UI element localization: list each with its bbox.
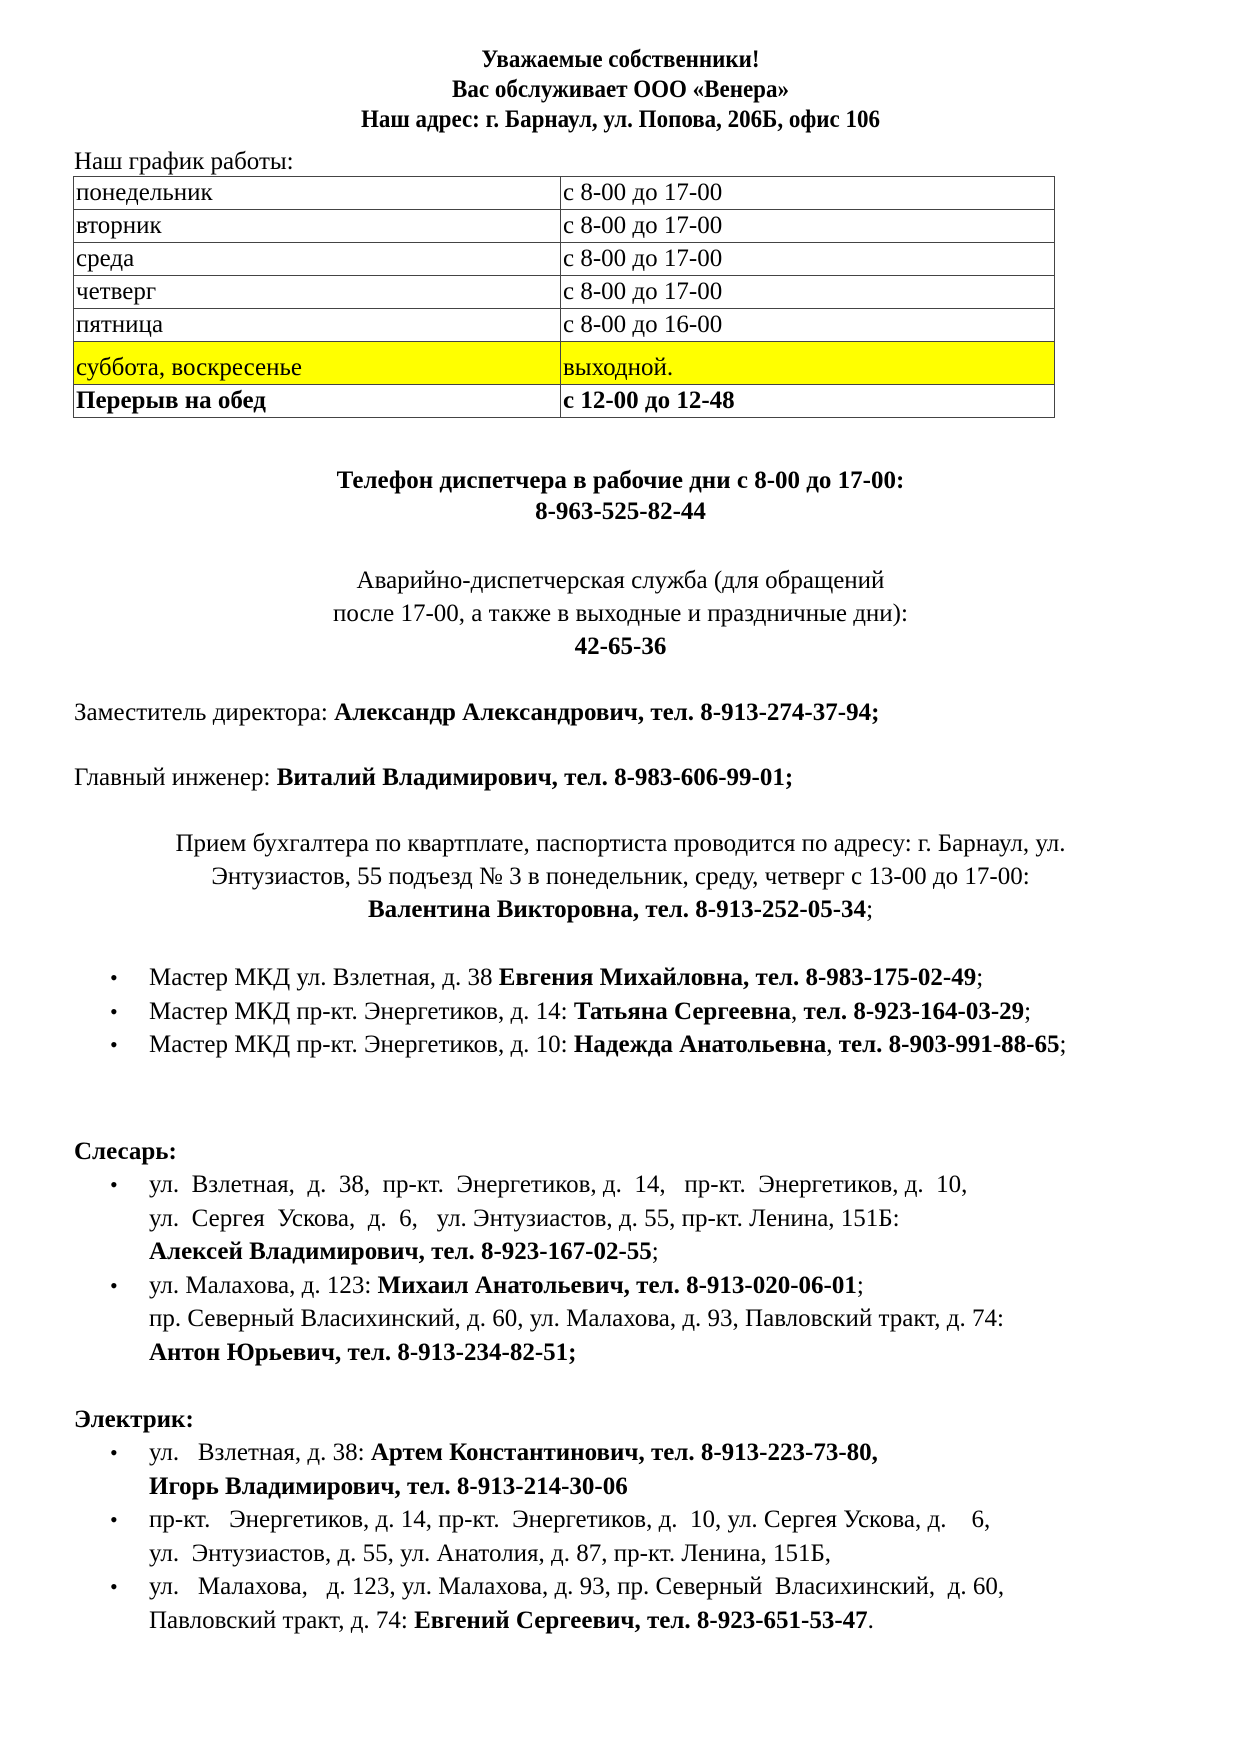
- electrician-address-line-2: ул. Энтузиастов, д. 55, ул. Анатолия, д. 87, пр-кт. Ленина, 151Б,: [149, 1539, 832, 1567]
- schedule-row-lunch: [74, 385, 1055, 418]
- accountant-contact: Валентина Викторовна, тел. 8-913-252-05-34: [367, 896, 867, 923]
- dispatcher-phone: 8-963-525-82-44: [535, 498, 706, 525]
- company-heading: Вас обслуживает ООО «Венера»: [452, 76, 789, 103]
- schedule-day: пятница: [74, 309, 561, 342]
- electrician-suffix: .: [867, 1606, 874, 1634]
- master-place: Мастер МКД пр-кт. Энергетиков, д. 10:: [149, 1031, 574, 1058]
- plumber-suffix: ;: [651, 1238, 659, 1265]
- deputy-role: Заместитель директора:: [74, 699, 335, 726]
- bullet-icon: •: [110, 1507, 118, 1532]
- plumber-place: ул. Малахова, д. 123:: [149, 1271, 378, 1299]
- list-item: [74, 1028, 1194, 1062]
- master-place: Мастер МКД пр-кт. Энергетиков, д. 14:: [149, 997, 574, 1025]
- schedule-title: Наш график работы:: [74, 148, 294, 175]
- list-item: [74, 1570, 1194, 1637]
- plumber-suffix: ;: [856, 1271, 864, 1299]
- electrician-place: Павловский тракт, д. 74:: [149, 1606, 415, 1634]
- master-suffix: ;: [1024, 997, 1032, 1025]
- master-phone: тел. 8-903-991-88-65: [838, 1031, 1060, 1058]
- schedule-row: [74, 210, 1055, 243]
- schedule-row: [74, 276, 1055, 309]
- master-contact: Татьяна Сергеевна: [573, 997, 791, 1025]
- electrician-address-line-1: пр-кт. Энергетиков, д. 14, пр-кт. Энергетиков, д. 10, ул. Сергея Ускова, д. 6,: [149, 1506, 991, 1533]
- schedule-hours: с 8-00 до 17-00: [561, 177, 1055, 210]
- bullet-icon: •: [110, 998, 118, 1024]
- bullet-icon: •: [110, 1440, 118, 1465]
- schedule-hours: выходной.: [561, 342, 1055, 385]
- schedule-day: Перерыв на обед: [74, 385, 561, 418]
- plumber-contact: Алексей Владимирович, тел. 8-923-167-02-55: [149, 1238, 652, 1265]
- bullet-icon: •: [110, 1574, 118, 1599]
- chief-engineer: [74, 762, 793, 793]
- list-item: [74, 961, 1194, 995]
- schedule-row-weekend: [74, 342, 1055, 385]
- plumber-address-line: пр. Северный Власихинский, д. 60, ул. Малахова, д. 93, Павловский тракт, д. 74:: [149, 1305, 1004, 1332]
- master-contact: Надежда Анатольевна: [573, 1031, 827, 1058]
- plumber-list: [74, 1168, 1194, 1369]
- list-item: [74, 995, 1194, 1029]
- accountant-line-2: Энтузиастов, 55 подъезд № 3 в понедельник, среду, четверг с 13-00 до 17-00:: [211, 863, 1030, 890]
- master-sep: ,: [826, 1031, 839, 1058]
- bullet-icon: •: [110, 1032, 118, 1057]
- master-phone: тел. 8-923-164-03-29: [803, 997, 1025, 1025]
- schedule-day: среда: [74, 243, 561, 276]
- schedule-hours: с 8-00 до 17-00: [561, 210, 1055, 243]
- list-item: [74, 1168, 1194, 1269]
- greeting-heading: Уважаемые собственники!: [481, 46, 760, 73]
- master-suffix: ;: [1059, 1031, 1067, 1058]
- schedule-hours: с 12-00 до 12-48: [561, 385, 1055, 418]
- engineer-contact: Виталий Владимирович, тел. 8-983-606-99-01;: [276, 764, 794, 791]
- bullet-icon: •: [110, 965, 118, 990]
- plumber-contact-2: Антон Юрьевич, тел. 8-913-234-82-51;: [149, 1338, 577, 1366]
- plumber-heading: Слесарь:: [74, 1138, 177, 1165]
- bullet-icon: •: [110, 1172, 118, 1197]
- schedule-day: четверг: [74, 276, 561, 309]
- dispatcher-label: Телефон диспетчера в рабочие дни с 8-00 до 17-00:: [336, 467, 905, 494]
- schedule-hours: с 8-00 до 17-00: [561, 276, 1055, 309]
- plumber-contact: Михаил Анатольевич, тел. 8-913-020-06-01: [377, 1271, 857, 1299]
- accountant-suffix: ;: [866, 896, 874, 923]
- masters-list: [74, 961, 1194, 1062]
- schedule-table: [73, 176, 1055, 418]
- schedule-row: [74, 243, 1055, 276]
- electrician-contact: Евгений Сергеевич, тел. 8-923-651-53-47: [414, 1606, 868, 1634]
- master-suffix: ;: [976, 964, 984, 991]
- electrician-place: ул. Взлетная, д. 38:: [149, 1439, 371, 1466]
- master-place: Мастер МКД ул. Взлетная, д. 38: [149, 964, 499, 991]
- list-item: [74, 1503, 1194, 1570]
- electrician-contact-2: Игорь Владимирович, тел. 8-913-214-30-06: [149, 1472, 628, 1500]
- electrician-list: [74, 1436, 1194, 1637]
- schedule-hours: с 8-00 до 17-00: [561, 243, 1055, 276]
- electrician-contact: Артем Константинович, тел. 8-913-223-73-80,: [370, 1439, 878, 1466]
- schedule-row: [74, 309, 1055, 342]
- list-item: [74, 1436, 1194, 1503]
- schedule-row: [74, 177, 1055, 210]
- bullet-icon: •: [110, 1272, 118, 1298]
- deputy-director: [74, 697, 879, 728]
- accountant-line-1: Прием бухгалтера по квартплате, паспортиста проводится по адресу: г. Барнаул, ул.: [175, 830, 1066, 857]
- schedule-day: суббота, воскресенье: [74, 342, 561, 385]
- schedule-hours: с 8-00 до 16-00: [561, 309, 1055, 342]
- master-contact: Евгения Михайловна, тел. 8-983-175-02-49: [498, 964, 977, 991]
- engineer-role: Главный инженер:: [74, 764, 277, 791]
- list-item: [74, 1269, 1194, 1370]
- plumber-address-line-1: ул. Взлетная, д. 38, пр-кт. Энергетиков, д. 14, пр-кт. Энергетиков, д. 10,: [149, 1171, 968, 1198]
- emergency-line-2: после 17-00, а также в выходные и праздничные дни):: [333, 600, 908, 627]
- deputy-contact: Александр Александрович, тел. 8-913-274-37-94;: [334, 699, 880, 726]
- emergency-line-1: Аварийно-диспетчерская служба (для обращений: [356, 567, 885, 594]
- plumber-address-line-2: ул. Сергея Ускова, д. 6, ул. Энтузиастов, д. 55, пр-кт. Ленина, 151Б:: [149, 1204, 900, 1232]
- master-sep: ,: [790, 997, 804, 1025]
- schedule-day: вторник: [74, 210, 561, 243]
- electrician-address-line-1: ул. Малахова, д. 123, ул. Малахова, д. 93, пр. Северный Власихинский, д. 60,: [149, 1573, 1005, 1600]
- schedule-day: понедельник: [74, 177, 561, 210]
- emergency-phone: 42-65-36: [574, 633, 667, 660]
- electrician-heading: Электрик:: [74, 1406, 194, 1433]
- accountant-contact-line: [0, 893, 1241, 926]
- address-heading: Наш адрес: г. Барнаул, ул. Попова, 206Б, офис 106: [360, 106, 880, 133]
